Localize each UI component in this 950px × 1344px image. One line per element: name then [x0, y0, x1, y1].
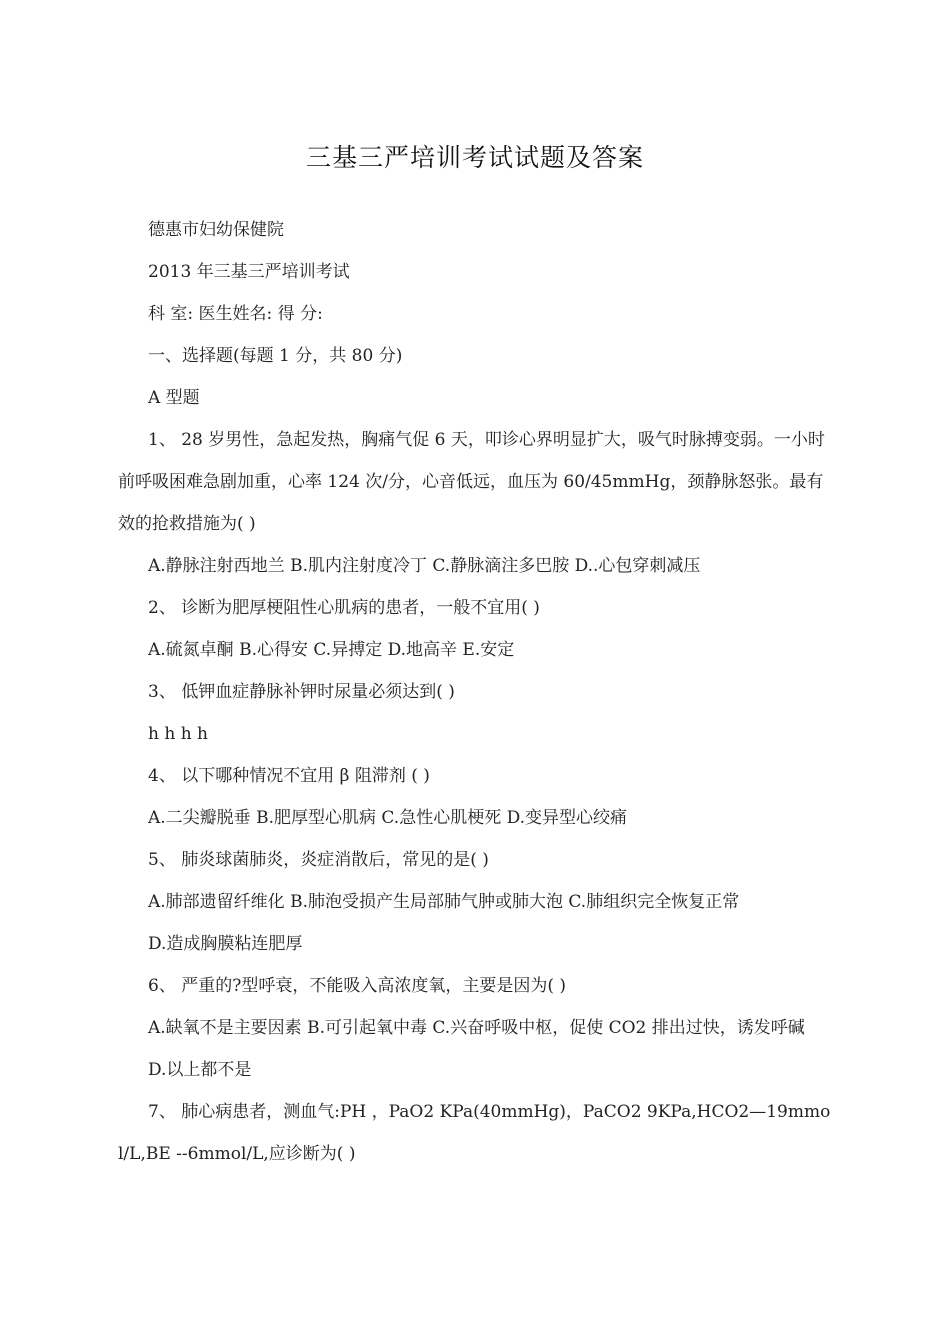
question-5: 5、 肺炎球菌肺炎，炎症消散后，常见的是( )	[148, 850, 489, 870]
question-1-options: A.静脉注射西地兰 B.肌内注射度冷丁 C.静脉滴注多巴胺 D..心包穿刺减压	[148, 556, 701, 576]
document-line: A 型题	[148, 388, 200, 408]
question-1: 1、 28 岁男性，急起发热，胸痛气促 6 天，叩诊心界明显扩大，吸气时脉搏变弱。一小时前呼吸困难急剧加重，心率 124 次/分，心音低远，血压为 60/45mmHg，颈静脉怒张。最有效的抢救措施为( )	[118, 430, 825, 534]
document-line: 德惠市妇幼保健院	[148, 220, 284, 240]
question-5-options: A.肺部遗留纤维化 B.肺泡受损产生局部肺气肿或肺大泡 C.肺组织完全恢复正常	[148, 892, 740, 912]
question-4-options: A.二尖瓣脱垂 B.肥厚型心肌病 C.急性心肌梗死 D.变异型心绞痛	[148, 808, 628, 828]
question-5-options-continued: D.造成胸膜粘连肥厚	[148, 934, 303, 954]
question-6-options-continued: D.以上都不是	[148, 1060, 252, 1080]
question-3-options: h h h h	[148, 724, 209, 744]
document-line: 科 室: 医生姓名: 得 分:	[148, 304, 323, 324]
question-2: 2、 诊断为肥厚梗阻性心肌病的患者，一般不宜用( )	[148, 598, 540, 618]
question-4: 4、 以下哪种情况不宜用 β 阻滞剂 ( )	[148, 766, 430, 786]
question-6: 6、 严重的?型呼衰，不能吸入高浓度氧，主要是因为( )	[148, 976, 567, 996]
question-2-options: A.硫氮卓酮 B.心得安 C.异搏定 D.地高辛 E.安定	[148, 640, 515, 660]
document-title: 三基三严培训考试试题及答案	[305, 143, 644, 172]
question-3: 3、 低钾血症静脉补钾时尿量必须达到( )	[148, 682, 455, 702]
question-6-options: A.缺氧不是主要因素 B.可引起氧中毒 C.兴奋呼吸中枢，促使 CO2 排出过快，诱发呼碱	[148, 1018, 805, 1038]
question-7: 7、 肺心病患者，测血气:PH ，PaO2 KPa(40mmHg)，PaCO2 9KPa,HCO2—19mmol/L,BE --6mmol/L,应诊断为( )	[118, 1102, 831, 1164]
document-body	[118, 209, 840, 1175]
document-line: 2013 年三基三严培训考试	[148, 262, 350, 282]
document-line: 一、选择题(每题 1 分，共 80 分)	[148, 346, 403, 366]
